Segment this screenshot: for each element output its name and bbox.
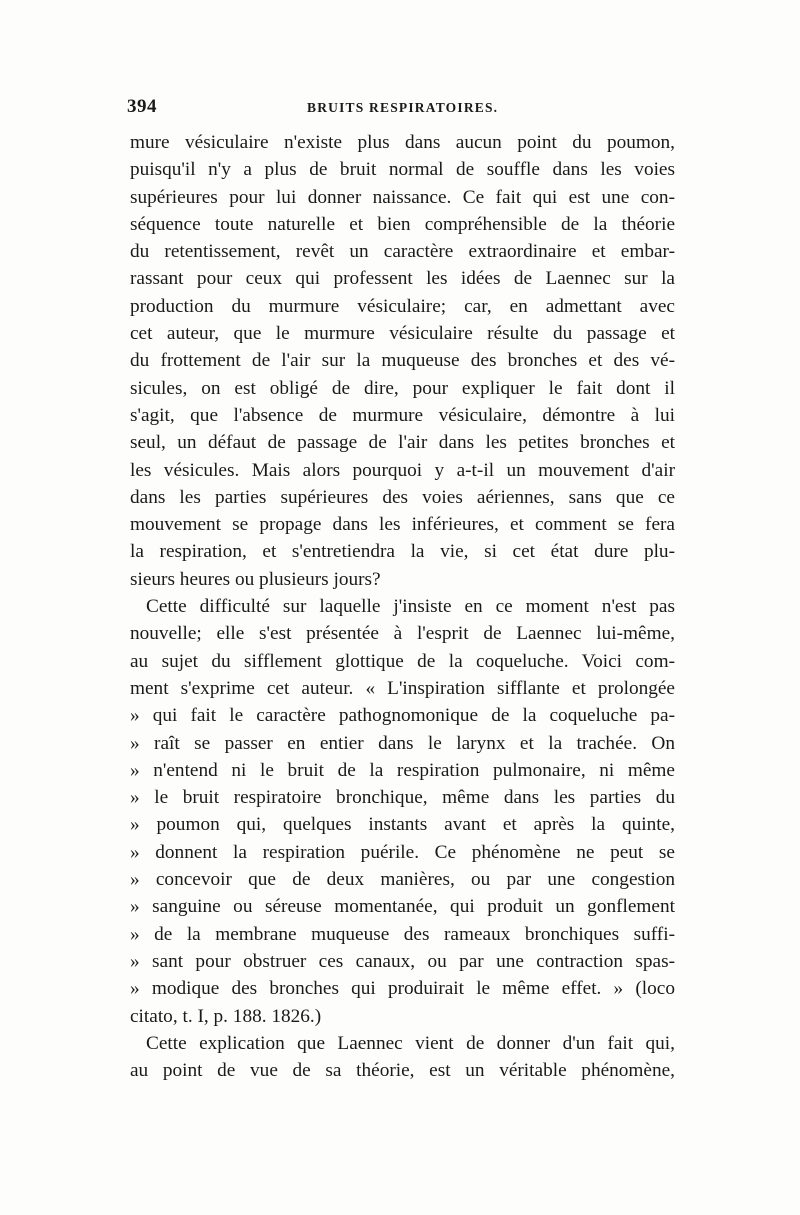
quote-line: » donnent la respiration puérile. Ce phénomène ne peut se [130, 841, 675, 863]
text-line: au sujet du sifflement glottique de la coqueluche. Voici com- [130, 650, 675, 672]
text-line: séquence toute naturelle et bien compréhensible de la théorie [130, 213, 675, 235]
text-line: au point de vue de sa théorie, est un véritable phénomène, [130, 1060, 675, 1082]
text-line: cet auteur, que le murmure vésiculaire résulte du passage et [130, 323, 675, 345]
text-line-paragraph-start: Cette difficulté sur laquelle j'insiste en ce moment n'est pas [146, 596, 675, 618]
quote-line: » sanguine ou séreuse momentanée, qui produit un gonflement [130, 896, 675, 918]
text-line: seul, un défaut de passage de l'air dans les petites bronches et [130, 432, 675, 454]
running-title: BRUITS RESPIRATOIRES. [307, 100, 499, 115]
body-text [130, 129, 675, 1084]
text-line: puisqu'il n'y a plus de bruit normal de souffle dans les voies [130, 159, 675, 181]
page-header [127, 96, 672, 122]
text-line: du retentissement, revêt un caractère extraordinaire et embar- [130, 241, 675, 263]
text-line: la respiration, et s'entretiendra la vie, si cet état dure plu- [130, 541, 675, 563]
text-line: dans les parties supérieures des voies aériennes, sans que ce [130, 486, 675, 508]
quote-line: » le bruit respiratoire bronchique, même dans les parties du [130, 787, 675, 809]
text-line: mouvement se propage dans les inférieures, et comment se fera [130, 514, 675, 536]
quote-line: » de la membrane muqueuse des rameaux bronchiques suffi- [130, 923, 675, 945]
text-line: du frottement de l'air sur la muqueuse des bronches et des vé- [130, 350, 675, 372]
quote-line: » concevoir que de deux manières, ou par une congestion [130, 869, 675, 891]
text-line: s'agit, que l'absence de murmure vésiculaire, démontre à lui [130, 404, 675, 426]
text-line: supérieures pour lui donner naissance. Ce fait qui est une con- [130, 186, 675, 208]
text-line: ment s'exprime cet auteur. « L'inspiration sifflante et prolongée [130, 677, 675, 699]
text-line: les vésicules. Mais alors pourquoi y a-t-il un mouvement d'air [130, 459, 675, 481]
text-line: mure vésiculaire n'existe plus dans aucun point du poumon, [130, 132, 675, 153]
quote-line: » modique des bronches qui produirait le même effet. » (loco [130, 978, 675, 1000]
quote-line: » poumon qui, quelques instants avant et après la quinte, [130, 814, 675, 836]
quote-line: » n'entend ni le bruit de la respiration pulmonaire, ni même [130, 759, 675, 781]
citation-line: citato, t. I, p. 188. 1826.) [130, 1005, 322, 1027]
quote-line: » sant pour obstruer ces canaux, ou par une contraction spas- [130, 950, 675, 972]
text-line: sicules, on est obligé de dire, pour expliquer le fait dont il [130, 377, 675, 399]
text-line: production du murmure vésiculaire; car, en admettant avec [130, 295, 675, 317]
text-line: nouvelle; elle s'est présentée à l'esprit de Laennec lui-même, [130, 623, 675, 645]
text-line: rassant pour ceux qui professent les idées de Laennec sur la [130, 268, 675, 290]
text-line-paragraph-end: sieurs heures ou plusieurs jours? [130, 568, 381, 590]
page-number: 394 [127, 96, 157, 117]
text-line-paragraph-start: Cette explication que Laennec vient de donner d'un fait qui, [146, 1032, 675, 1054]
quote-line: » raît se passer en entier dans le larynx et la trachée. On [130, 732, 675, 754]
quote-line: » qui fait le caractère pathognomonique de la coqueluche pa- [130, 705, 675, 727]
